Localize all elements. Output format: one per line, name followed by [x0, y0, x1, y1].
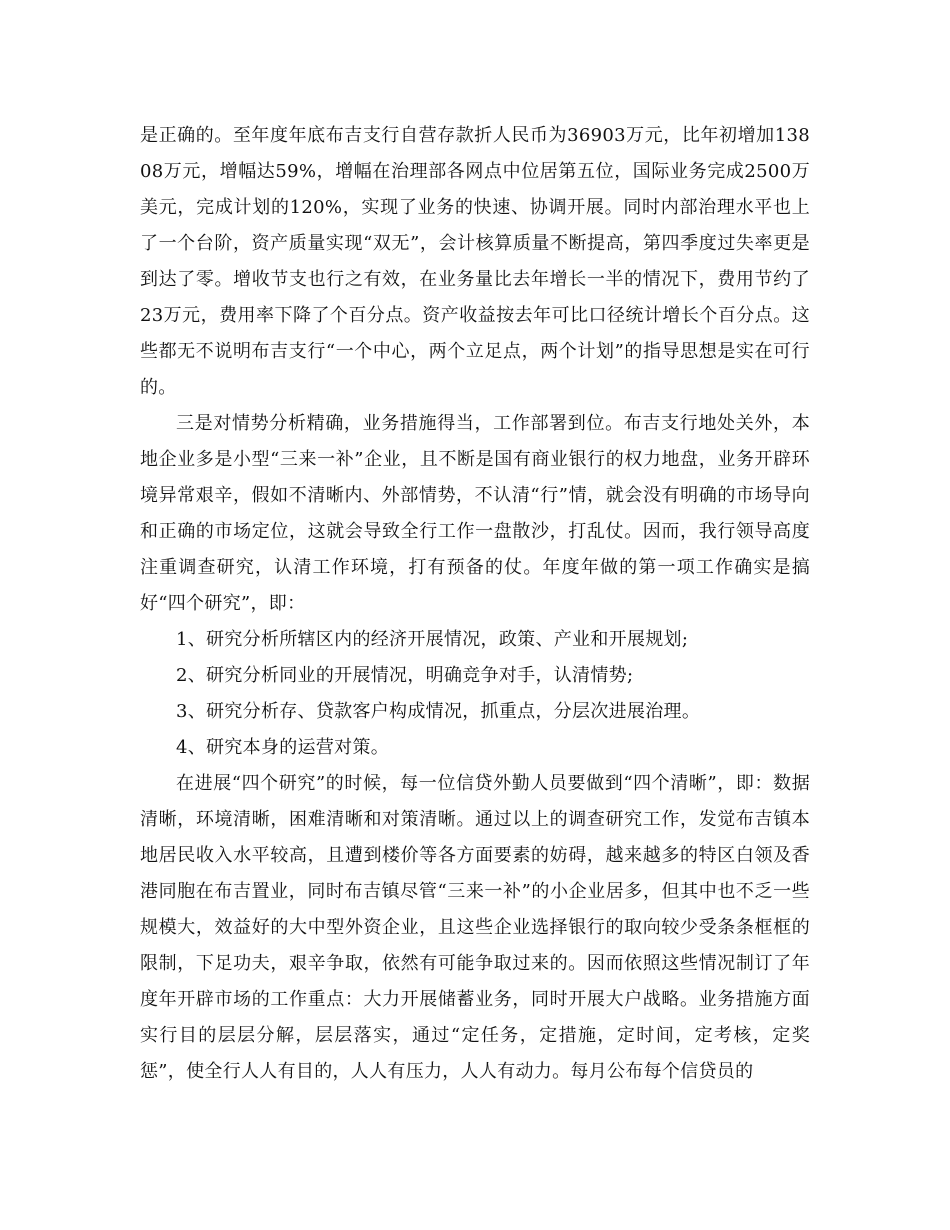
paragraph-third-point: 三是对情势分析精确，业务措施得当，工作部署到位。布吉支行地处关外，本地企业多是小型“三来一补”企业，且不断是国有商业银行的权力地盘，业务开辟环境异常艰辛，假如不清晰内、外部情势，不认清“行”情，就会没有明确的市场导向和正确的市场定位，这就会导致全行工作一盘散沙，打乱仗。因而，我行领导高度注重调查研究，认清工作环境，打有预备的仗。年度年做的第一项工作确实是搞好“四个研究”，即： [140, 413, 810, 614]
list-item-2: 2、研究分析同业的开展情况，明确竞争对手，认清情势; [176, 665, 634, 686]
paragraph-continued: 是正确的。至年度年底布吉支行自营存款折人民币为36903万元，比年初增加13808万元，增幅达59%，增幅在治理部各网点中位居第五位，国际业务完成2500万美元，完成计划的120%，实现了业务的快速、协调开展。同时内部治理水平也上了一个台阶，资产质量实现“双无”，会计核算质量不断提高，第四季度过失率更是到达了零。增收节支也行之有效，在业务量比去年增长一半的情况下，费用节约了23万元，费用率下降了个百分点。资产收益按去年可比口径统计增长个百分点。这些都无不说明布吉支行“一个中心，两个立足点，两个计划”的指导思想是实在可行的。 [140, 125, 810, 398]
document-body [140, 118, 810, 1090]
list-item-4: 4、研究本身的运营对策。 [176, 737, 390, 758]
list-item-1: 1、研究分析所辖区内的经济开展情况，政策、产业和开展规划; [176, 629, 689, 650]
paragraph-four-research: 在进展“四个研究”的时候，每一位信贷外勤人员要做到“四个清晰”，即：数据清晰，环境清晰，困难清晰和对策清晰。通过以上的调查研究工作，发觉布吉镇本地居民收入水平较高，且遭到楼价等各方面要素的妨碍，越来越多的特区白领及香港同胞在布吉置业，同时布吉镇尽管“三来一补”的小企业居多，但其中也不乏一些规模大，效益好的大中型外资企业，且这些企业选择银行的取向较少受条条框框的限制，下足功夫，艰辛争取，依然有可能争取过来的。因而依照这些情况制订了年度年开辟市场的工作重点：大力开展储蓄业务，同时开展大户战略。业务措施方面实行目的层层分解，层层落实，通过“定任务，定措施，定时间，定考核，定奖惩”，使全行人人有目的，人人有压力，人人有动力。每月公布每个信贷员的 [140, 773, 810, 1082]
list-item-3: 3、研究分析存、贷款客户构成情况，抓重点，分层次进展治理。 [176, 701, 701, 722]
